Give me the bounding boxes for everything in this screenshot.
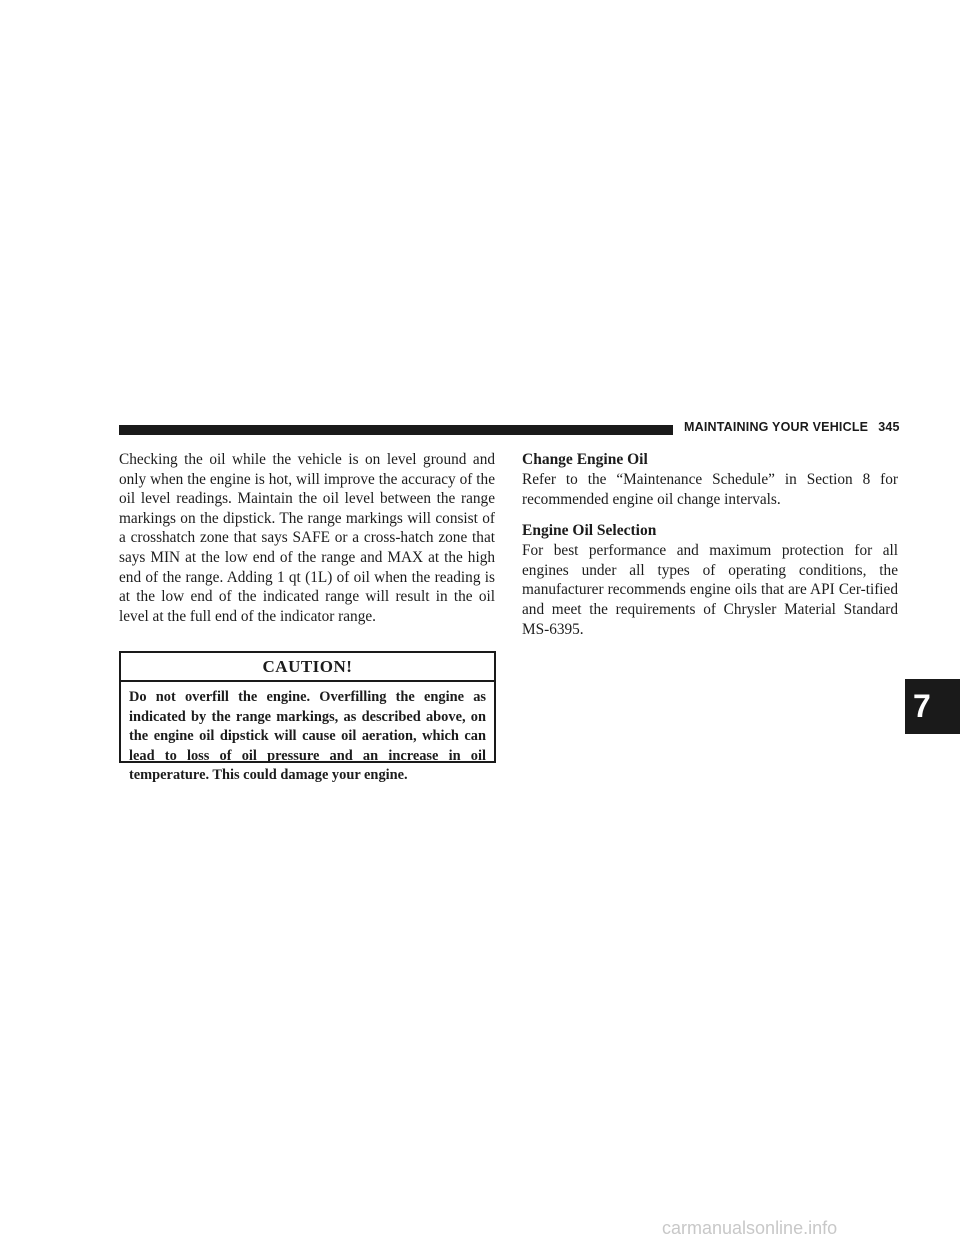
chapter-tab-label: 7 [913, 688, 931, 724]
section-heading-change-oil: Change Engine Oil [522, 451, 648, 468]
section-text-oil-selection: For best performance and maximum protection for all engines under all types of operating conditions, the manufacturer recommends engine oils that are API Cer-tified and meet the requirements of Chrysler Material Standard MS-6395. [522, 542, 898, 638]
header-rule [119, 425, 673, 435]
oil-check-paragraph: Checking the oil while the vehicle is on level ground and only when the engine is hot, will improve the accuracy of the oil level readings. Maintain the oil level between the range markings on the dipstick. The range markings will consist of a crosshatch zone that says SAFE or a cross-hatch zone that says MIN at the low end of the range and MAX at the high end of the range. Adding 1 qt (1L) of oil when the reading is at the low end of the indicated range will result in the oil level at the full end of the indicator range. [119, 451, 495, 625]
caution-box [119, 651, 496, 784]
page-number: 345 [878, 420, 900, 434]
section-text-change-oil: Refer to the “Maintenance Schedule” in Section 8 for recommended engine oil change intervals. [522, 471, 898, 508]
right-column [522, 450, 898, 639]
running-header [684, 420, 900, 434]
section-title: MAINTAINING YOUR VEHICLE [684, 420, 869, 434]
caution-title: CAUTION! [121, 653, 494, 682]
caution-text: Do not overfill the engine. Overfilling the engine as indicated by the range markings, as described above, on the engine oil dipstick will cause oil aeration, which can lead to loss of oil pressure and an increase in oil temperature. This could damage your engine. [129, 689, 486, 784]
watermark: carmanualsonline.info [662, 1218, 838, 1238]
section-heading-oil-selection: Engine Oil Selection [522, 522, 657, 540]
chapter-tab [905, 679, 960, 734]
left-column [119, 450, 495, 626]
